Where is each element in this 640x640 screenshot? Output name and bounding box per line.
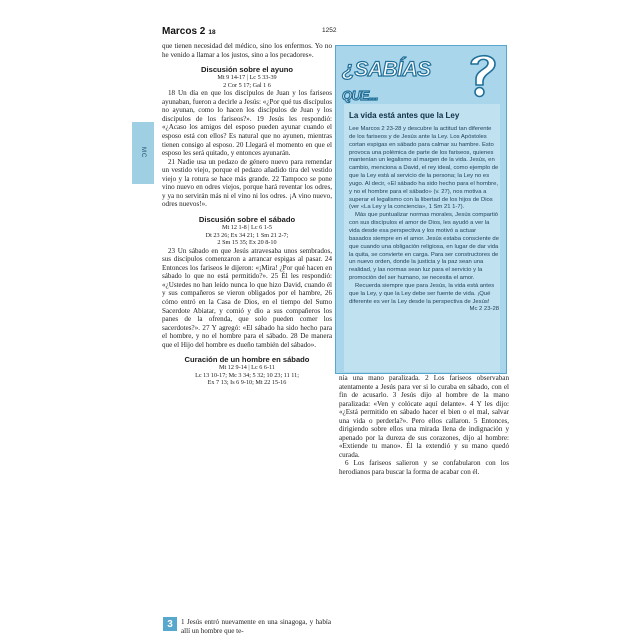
box-paragraph: Recuerda siempre que para Jesús, la vida está antes que la Ley, y que la Ley debe ser fuente de vida. ¡Qué diferente es ver la Ley desde la perspectiva de Jesús!: [349, 282, 495, 305]
running-head: [162, 26, 216, 37]
verse-paragraph: 6 Los fariseos salieron y se confabularon con los herodianos para buscar la forma de acabar con él.: [339, 459, 509, 477]
verse-paragraph: nía una mano paralizada. 2 Los fariseos observaban atentamente a Jesús para ver si lo curaba en sábado, con el fin de acusarlo. 3 Jesús dijo al hombre de la mano paralizada: «Ven y colócate aquí delante». 4 Y les dijo: «¿Está permitido en sábado hacer el bien o el mal, salvar una vida o perderla?». Pero ellos callaron. 5 Entonces, dirigiendo sobre ellos una mirada llena de indignación y apenado por la dureza de sus corazones, dijo al hombre: «Extiende tu mano». Él la extendió y su mano quedó curada.: [339, 374, 509, 459]
cross-references: 2 Cor 5 17; Gal 1 6: [223, 81, 271, 89]
box-paragraph: Más que puntualizar normas morales, Jesús compartió con sus discípulos el amor de Dios, les ayudó a ver la vida desde esa perspectiva y los motivó a actuar basados siempre en el amor. Jesús estaba consciente de que cuando una obligación religiosa, en lugar de dar vida la quita, se convierte en carga. Para ser constructores de un nuevo orden, donde la justicia y la paz sean una realidad, y las normas sean luz para el servicio y la promoción del ser humano, se necesita el amor.: [349, 212, 499, 282]
question-mark-icon: [464, 50, 500, 100]
verse-paragraph: 21 Nadie usa un pedazo de género nuevo para remendar un vestido viejo, porque el pedazo añadido tira del vestido viejo y la rotura se hace más grande. 22 Tampoco se pone vino nuevo en odres viejos, porque hará reventar los odres, y ya no servirán más ni el vino ni los odres. ¡A vino nuevo, odres nuevos!».: [162, 157, 332, 209]
section-heading: Discusión sobre el sábado: [198, 214, 296, 224]
section-heading: Discusión sobre el ayuno: [201, 65, 293, 75]
box-title: [342, 58, 454, 103]
box-citation: Mc 2 23-28: [469, 306, 499, 313]
side-tab-label: MC: [140, 147, 146, 159]
cross-references: Lc 13 10-17; Mc 3 34; 5 32; 10 23; 11 11;: [195, 371, 299, 379]
left-column: [162, 42, 332, 387]
cross-references: Mt 9 14-17 | Lc 5 33-39: [217, 74, 277, 82]
cross-references: Ex 7 13; Is 6 9-10; Mt 22 15-16: [207, 379, 287, 387]
box-paragraph: Lee Marcos 2 23-28 y descubre la actitud tan diferente de los fariseos y de Jesús ante la Ley. Los Apóstoles cortan espigas en sábado para calmar su hambre. Esto provoca una polémica de parte de los fariseos, quienes mantenían un legalismo al margen de la vida. Jesús, en cambio, menciona a David, el rey ideal, como ejemplo de que la Ley está al servicio de la persona; la Ley no es yugo. Al decir, «El sábado ha sido hecho para el hombre, y no el hombre para el sábado» (v. 27), nos motiva a superar el legalismo con la libertad de los hijos de Dios (ver «La Ley y la conciencia», 1 Sm 21 1-7).: [349, 126, 499, 211]
cross-references: Mt 12 9-14 | Lc 6 6-11: [218, 364, 275, 372]
chapter-ref: 18: [208, 29, 216, 36]
right-column: [339, 374, 509, 477]
verse-paragraph: 23 Un sábado en que Jesús atravesaba unos sembrados, sus discípulos comenzaron a arrancar espigas al pasar. 24 Entonces los fariseos le dijeron: «¡Mira! ¿Por qué hacen en sábado lo que no está permitido?». 25 Él les respondió: «¿Ustedes no han leído nunca lo que hizo David, cuando él y sus compañeros se vieron obligados por el hambre, 26 cómo entró en la Casa de Dios, en el tiempo del Sumo Sacerdote Abiatar, y comió y dio a sus compañeros los panes de la ofrenda, que solo pueden comer los sacerdotes?». 27 Y agregó: «El sábado ha sido hecho para el hombre, y no el hombre para el sábado. 28 De manera que el Hijo del hombre es dueño también del sábado».: [162, 246, 332, 349]
box-title-main: ¿SABÍAS: [342, 58, 431, 81]
cross-references: Dt 23 26; Ex 34 21; 1 Sm 21 2-7;: [205, 231, 289, 239]
box-subtitle: La vida está antes que la Ley: [349, 111, 460, 120]
cross-references: 2 Sm 15 35; Ex 20 8-10: [217, 239, 277, 247]
verse-paragraph: 18 Un día en que los discípulos de Juan y los fariseos ayunaban, fueron a decirle a Jesús: «¿Por qué tus discípulos no ayunan, como lo hacen los discípulos de Juan y los discípulos de los fariseos?». 19 Jesús les respondió: «¿Acaso los amigos del esposo pueden ayunar cuando el esposo está con ellos? Es natural que no ayunen, mientras tienen consigo al esposo. 20 Llegará el momento en que el esposo les será quitado, y entonces ayunarán.: [162, 89, 332, 158]
book-title: Marcos 2: [162, 26, 206, 37]
side-tab: [132, 122, 154, 184]
section-heading: Curación de un hombre en sábado: [184, 355, 310, 365]
box-body: [349, 126, 499, 314]
cross-references: Mt 12 1-8 | Lc 6 1-5: [221, 223, 273, 231]
verse-paragraph: 1 Jesús entró nuevamente en una sinagoga, y había allí un hombre que te-: [181, 618, 331, 635]
box-title-small: QUE...: [342, 88, 379, 103]
page-number: 1252: [322, 27, 337, 34]
chapter-number-badge: 3: [163, 617, 177, 631]
intro-paragraph: que tienen necesidad del médico, sino los enfermos. Yo no he venido a llamar a los justos, sino a los pecadores».: [162, 42, 332, 59]
